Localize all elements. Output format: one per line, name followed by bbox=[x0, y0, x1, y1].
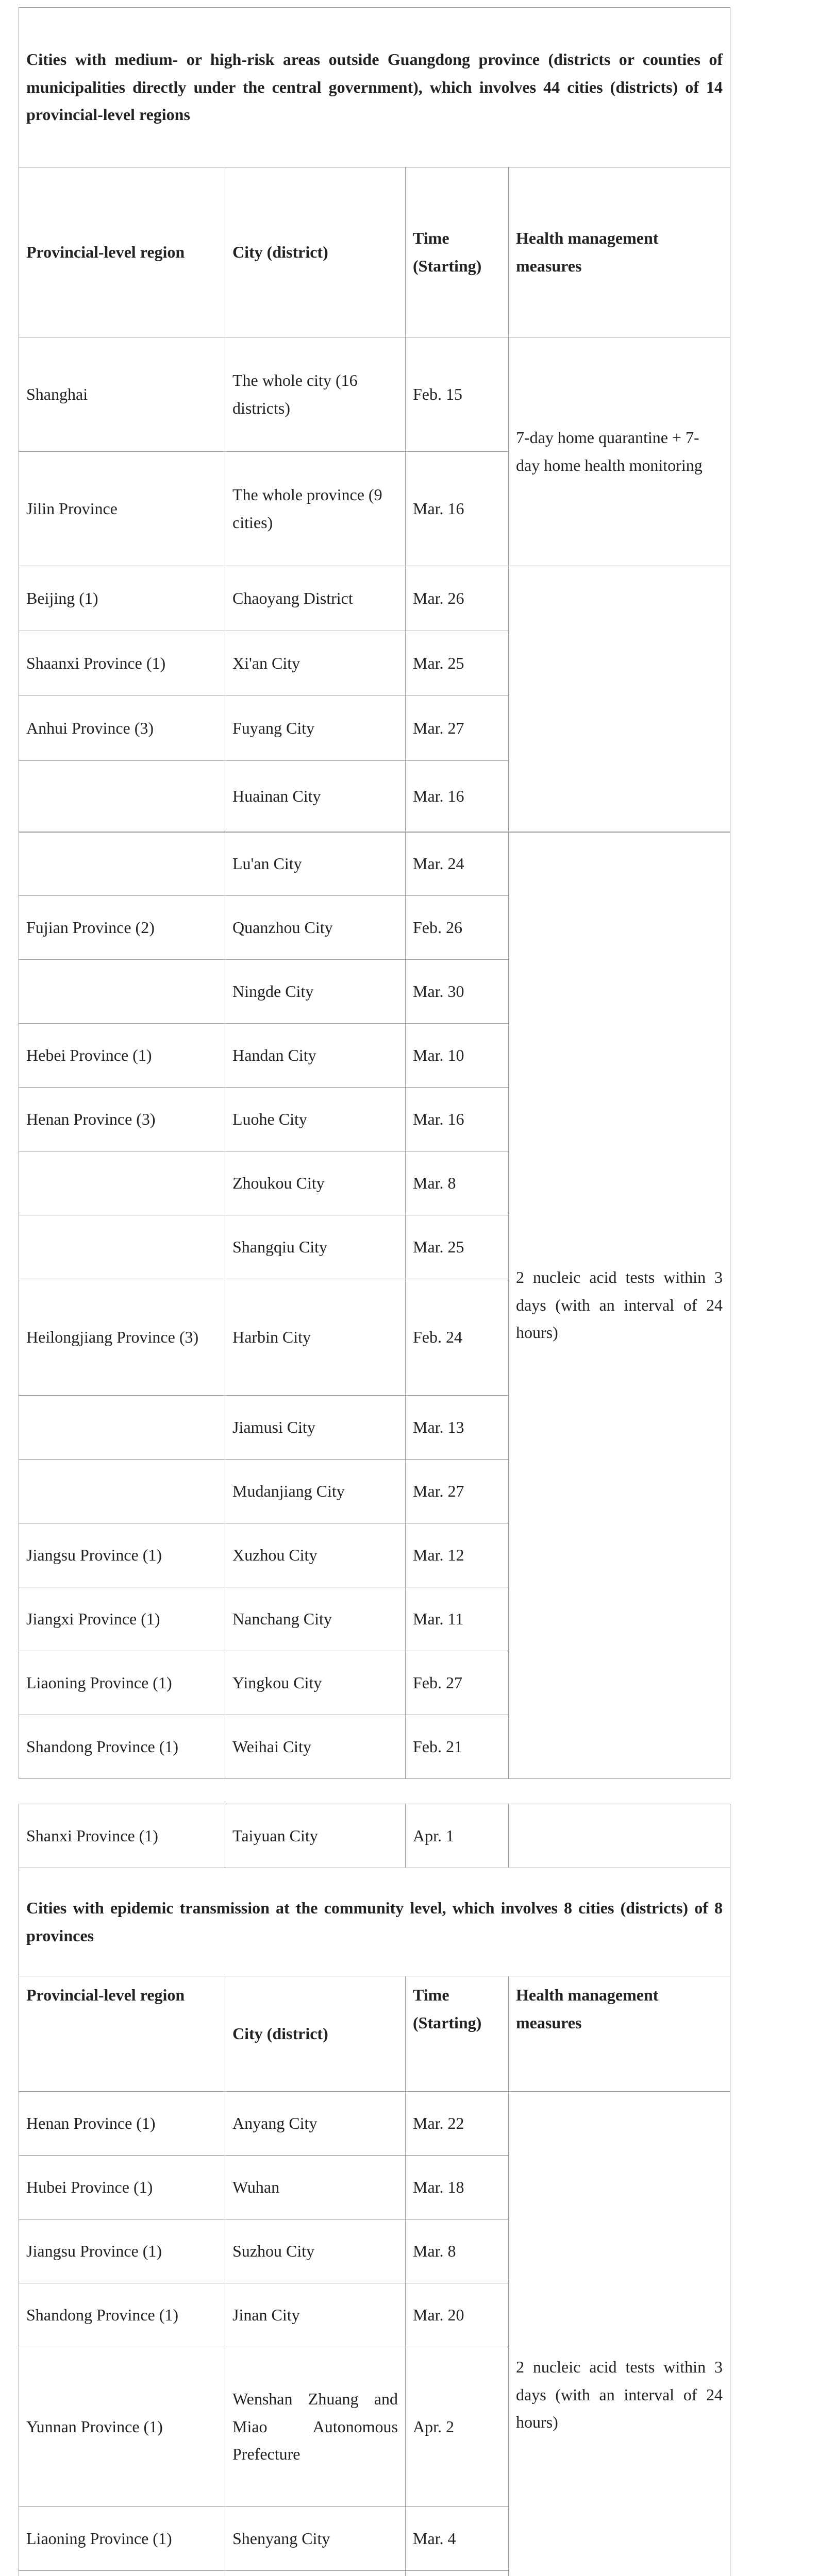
city-cell: Jiamusi City bbox=[225, 1396, 406, 1460]
column-header-measures: Health management measures bbox=[509, 1976, 730, 2092]
city-cell: Chaoyang District bbox=[225, 566, 406, 631]
city-cell: Quanzhou City bbox=[225, 896, 406, 960]
region-cell bbox=[19, 1460, 225, 1523]
city-cell: Yingkou City bbox=[225, 1651, 406, 1715]
time-cell: Mar. 24 bbox=[406, 832, 509, 896]
region-cell: Jiangsu Province (1) bbox=[19, 1523, 225, 1587]
city-cell: Lu'an City bbox=[225, 832, 406, 896]
time-cell: Mar. 13 bbox=[406, 1396, 509, 1460]
region-cell: Liaoning Province (1) bbox=[19, 2507, 225, 2571]
time-cell: Mar. 25 bbox=[406, 631, 509, 696]
region-cell: Liaoning Province (1) bbox=[19, 1651, 225, 1715]
time-cell: Mar. 11 bbox=[406, 1587, 509, 1651]
table-row bbox=[19, 1804, 730, 1868]
city-cell: Zhoukou City bbox=[225, 1151, 406, 1215]
region-cell: Fujian Province (2) bbox=[19, 896, 225, 960]
city-cell: Fuyang City bbox=[225, 696, 406, 761]
time-cell: Feb. 21 bbox=[406, 1715, 509, 1779]
time-cell: Mar. 26 bbox=[406, 566, 509, 631]
region-cell: Yunnan Province (1) bbox=[19, 2347, 225, 2507]
time-cell: Mar. 10 bbox=[406, 1024, 509, 1088]
medium-high-risk-table-continued bbox=[19, 832, 730, 1779]
time-cell: Feb. 27 bbox=[406, 1651, 509, 1715]
region-cell: Anhui Province (3) bbox=[19, 696, 225, 761]
time-cell: Feb. 26 bbox=[406, 896, 509, 960]
time-cell: Mar. 16 bbox=[406, 1088, 509, 1151]
time-cell: Mar. 30 bbox=[406, 960, 509, 1024]
region-cell: Shandong Province (1) bbox=[19, 2283, 225, 2347]
time-cell: Mar. 18 bbox=[406, 2156, 509, 2219]
community-transmission-table bbox=[19, 1804, 730, 2576]
column-header-city: City (district) bbox=[225, 167, 406, 337]
city-cell: Wuhan bbox=[225, 2156, 406, 2219]
medium-high-risk-table bbox=[19, 7, 730, 833]
city-cell: Xi'an City bbox=[225, 631, 406, 696]
table-title: Cities with medium- or high-risk areas outside Guangdong province (districts or counties of municipalities directly under the central government), which involves 44 cities (districts) of 14 provincial-level regions bbox=[19, 8, 730, 167]
region-cell: Hebei Province (1) bbox=[19, 1024, 225, 1088]
measure-cell bbox=[509, 1804, 730, 1868]
city-cell: The whole province (9 cities) bbox=[225, 452, 406, 566]
time-cell: Mar. 16 bbox=[406, 452, 509, 566]
time-cell: Mar. 8 bbox=[406, 1151, 509, 1215]
time-cell: Apr. 2 bbox=[406, 2347, 509, 2507]
time-cell: Mar. 22 bbox=[406, 2092, 509, 2156]
region-cell bbox=[19, 761, 225, 833]
city-cell: Luohe City bbox=[225, 1088, 406, 1151]
region-cell: Hubei Province (1) bbox=[19, 2156, 225, 2219]
time-cell: Feb. 15 bbox=[406, 337, 509, 452]
city-cell: Ningde City bbox=[225, 960, 406, 1024]
time-cell: Mar. 27 bbox=[406, 696, 509, 761]
region-cell: Shanghai bbox=[19, 337, 225, 452]
table-row bbox=[19, 2092, 730, 2156]
time-cell: Mar. 16 bbox=[406, 761, 509, 833]
time-cell: Mar. 8 bbox=[406, 2219, 509, 2283]
city-cell: Nanchang City bbox=[225, 1587, 406, 1651]
region-cell: Henan Province (1) bbox=[19, 2092, 225, 2156]
city-cell: Huainan City bbox=[225, 761, 406, 833]
time-cell: Mar. 12 bbox=[406, 1523, 509, 1587]
region-cell: Beijing (1) bbox=[19, 566, 225, 631]
time-cell: Mar. 20 bbox=[406, 2283, 509, 2347]
column-header-city: City (district) bbox=[225, 1976, 406, 2092]
column-header-time: Time (Starting) bbox=[406, 167, 509, 337]
table-row bbox=[19, 337, 730, 452]
region-cell: Shaanxi Province (1) bbox=[19, 631, 225, 696]
city-cell: Shangqiu City bbox=[225, 1215, 406, 1279]
column-header-measures: Health management measures bbox=[509, 167, 730, 337]
region-cell: Heilongjiang Province (3) bbox=[19, 1279, 225, 1396]
column-header-region: Provincial-level region bbox=[19, 167, 225, 337]
city-cell: Mudanjiang City bbox=[225, 1460, 406, 1523]
city-cell: The whole city (16 districts) bbox=[225, 337, 406, 452]
region-cell: Jiangsu Province (1) bbox=[19, 2219, 225, 2283]
city-cell: Jinan City bbox=[225, 2283, 406, 2347]
city-cell: Wenshan Zhuang and Miao Autonomous Prefecture bbox=[225, 2347, 406, 2507]
city-cell: Suzhou City bbox=[225, 2219, 406, 2283]
region-cell: Shandong Province (1) bbox=[19, 1715, 225, 1779]
measure-cell bbox=[509, 566, 730, 833]
time-cell: Mar. 27 bbox=[406, 1460, 509, 1523]
measure-cell: 2 nucleic acid tests within 3 days (with an interval of 24 hours) bbox=[509, 2092, 730, 2576]
region-cell: Jilin Province bbox=[19, 452, 225, 566]
city-cell: Handan City bbox=[225, 1024, 406, 1088]
region-cell: Jiangxi Province (1) bbox=[19, 1587, 225, 1651]
column-header-time: Time (Starting) bbox=[406, 1976, 509, 2092]
time-cell: Mar. 4 bbox=[406, 2507, 509, 2571]
table-row bbox=[19, 832, 730, 896]
region-cell: Henan Province (3) bbox=[19, 1088, 225, 1151]
region-cell bbox=[19, 832, 225, 896]
region-cell: Shanxi Province (1) bbox=[19, 1804, 225, 1868]
table-title: Cities with epidemic transmission at the community level, which involves 8 cities (districts) of 8 provinces bbox=[19, 1868, 730, 1976]
time-cell: Apr. 1 bbox=[406, 1804, 509, 1868]
measure-cell: 7-day home quarantine + 7-day home health monitoring bbox=[509, 337, 730, 566]
time-cell bbox=[406, 2571, 509, 2576]
city-cell: Taiyuan City bbox=[225, 1804, 406, 1868]
region-cell bbox=[19, 1151, 225, 1215]
city-cell: Weihai City bbox=[225, 1715, 406, 1779]
time-cell: Feb. 24 bbox=[406, 1279, 509, 1396]
measure-cell: 2 nucleic acid tests within 3 days (with an interval of 24 hours) bbox=[509, 832, 730, 1779]
time-cell: Mar. 25 bbox=[406, 1215, 509, 1279]
column-header-region: Provincial-level region bbox=[19, 1976, 225, 2092]
region-cell bbox=[19, 1396, 225, 1460]
city-cell bbox=[225, 2571, 406, 2576]
table-row bbox=[19, 566, 730, 631]
region-cell bbox=[19, 960, 225, 1024]
city-cell: Shenyang City bbox=[225, 2507, 406, 2571]
city-cell: Harbin City bbox=[225, 1279, 406, 1396]
city-cell: Xuzhou City bbox=[225, 1523, 406, 1587]
city-cell: Anyang City bbox=[225, 2092, 406, 2156]
region-cell bbox=[19, 1215, 225, 1279]
region-cell bbox=[19, 2571, 225, 2576]
